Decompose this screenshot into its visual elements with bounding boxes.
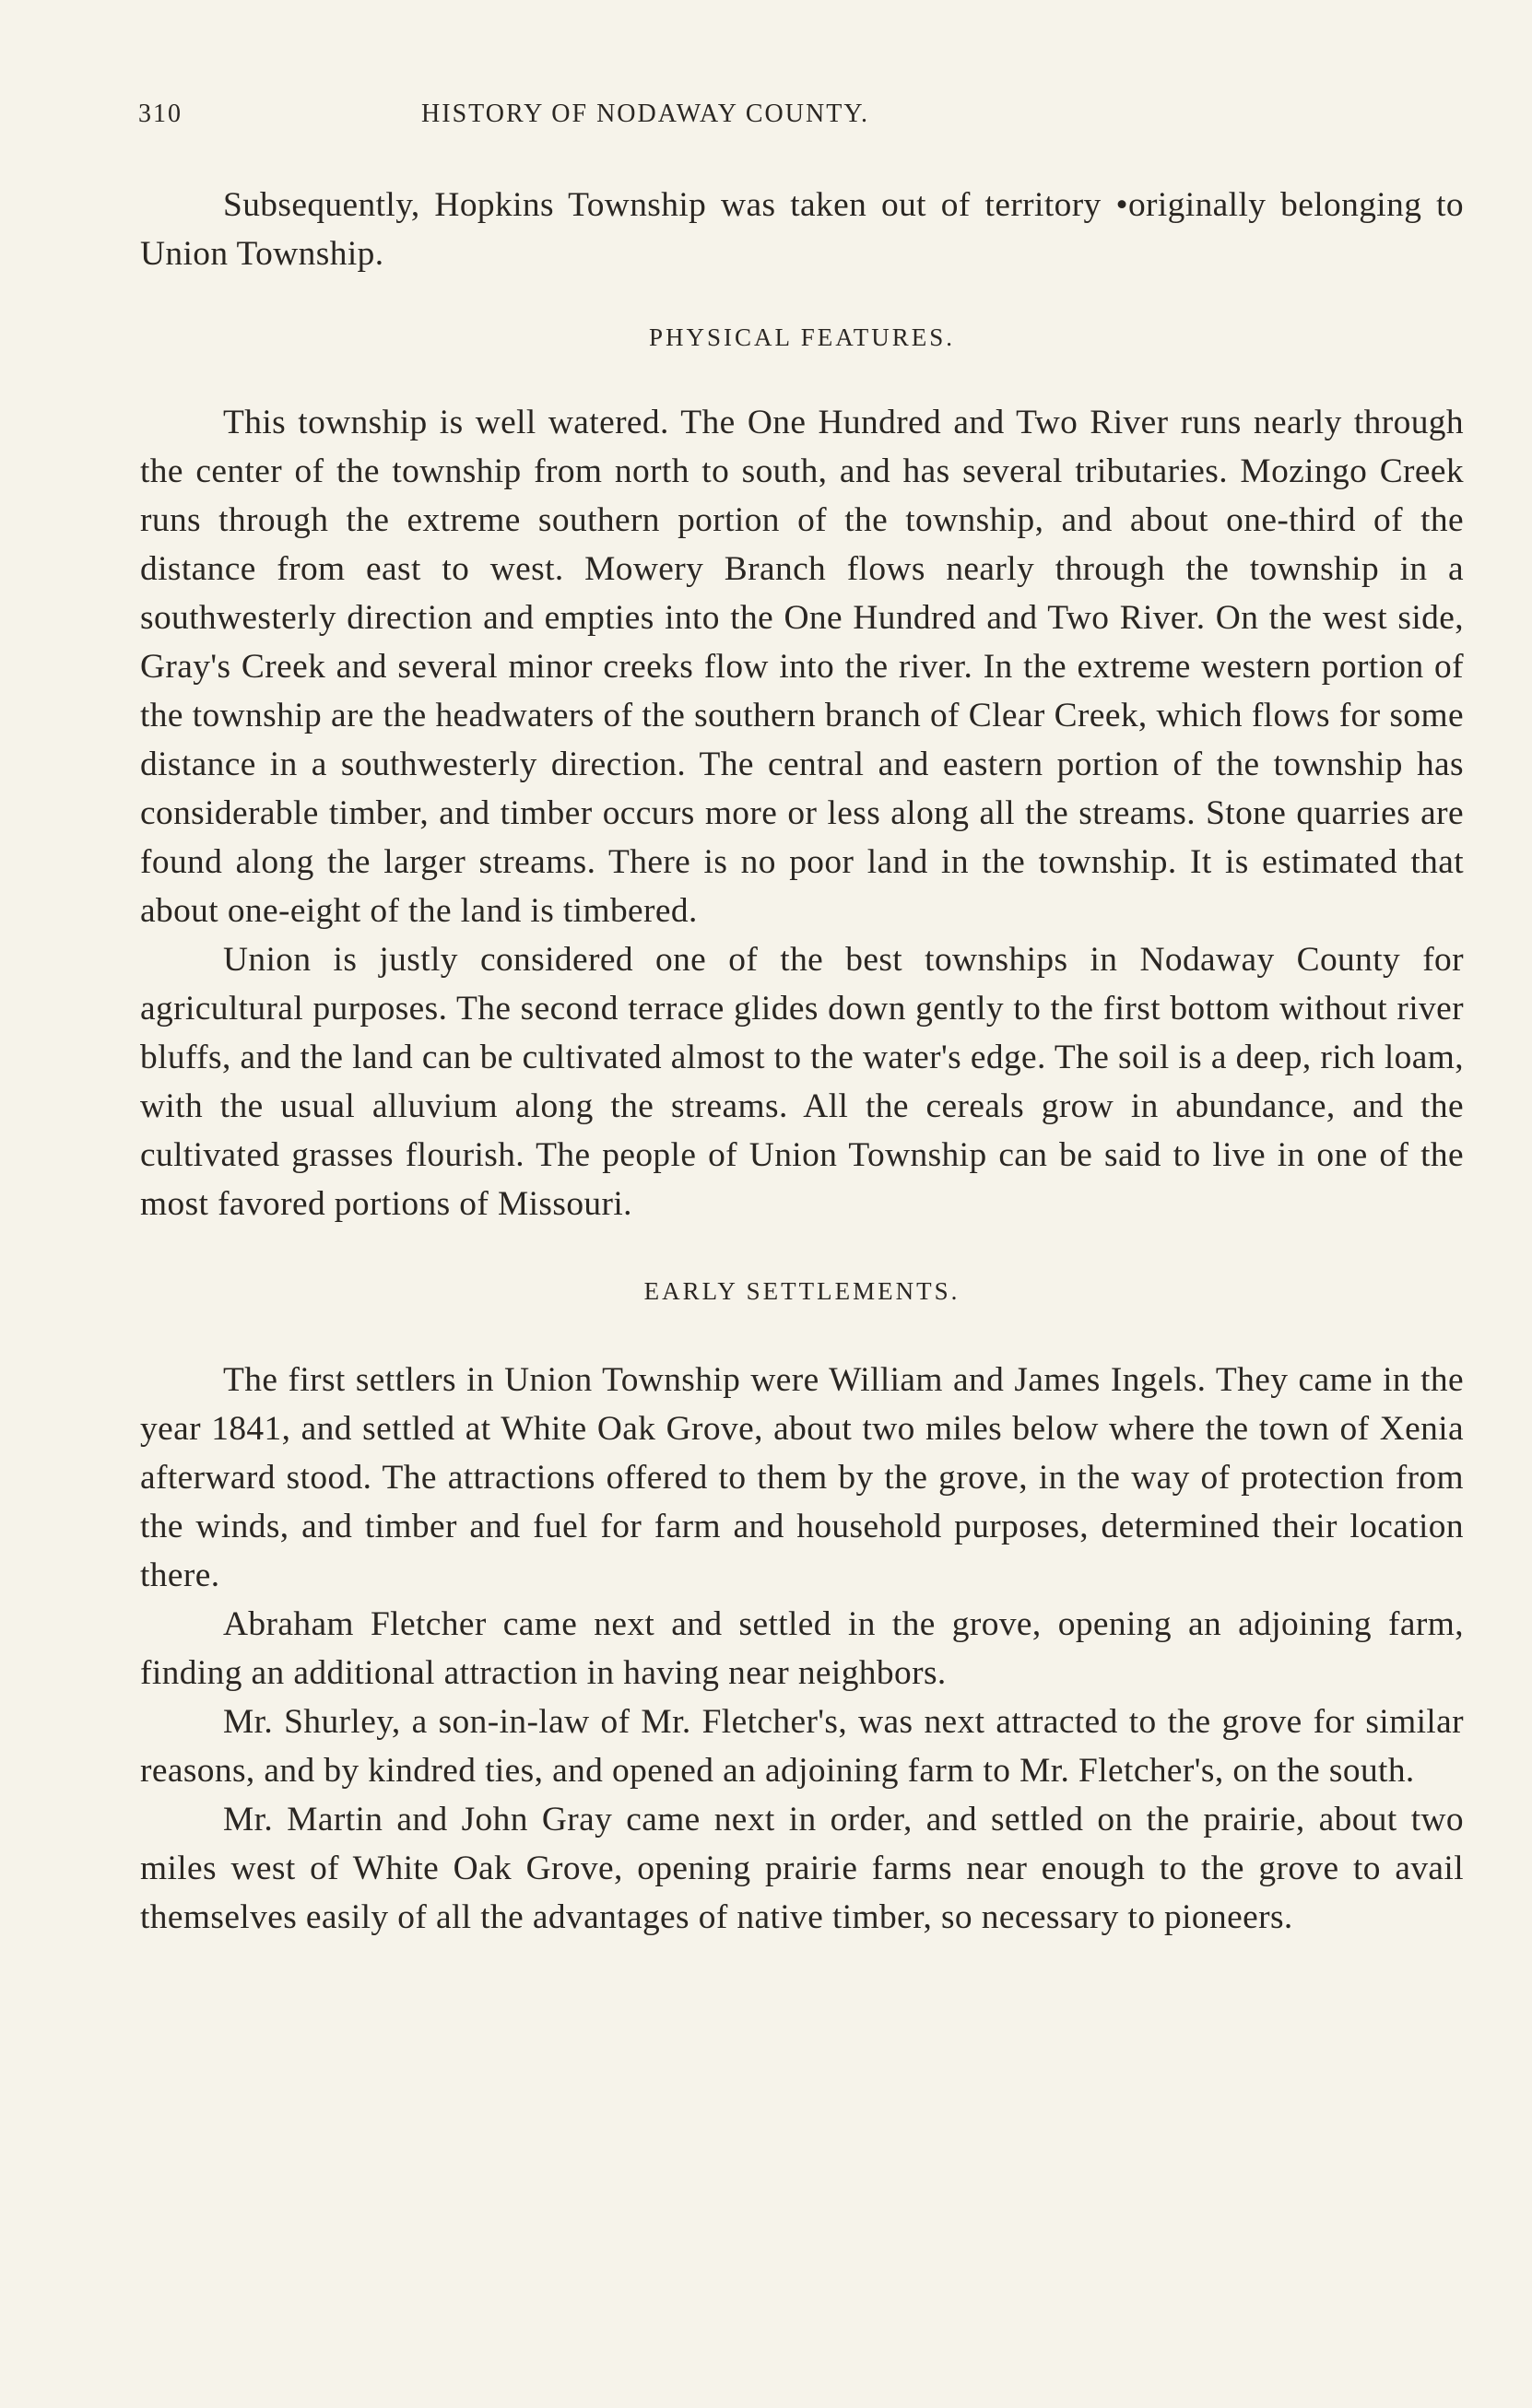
paragraph-settlements-3: Mr. Shurley, a son-in-law of Mr. Fletcher's, was next attracted to the grove for similar reasons, and by kindred ties, and opened an adjoining farm to Mr. Fletcher's, on the south. [140, 1703, 1464, 1790]
page-number: 310 [138, 100, 183, 128]
paragraph-physical-1: This township is well watered. The One Hundred and Two River runs nearly through the center of the township from north to south, and has several tributaries. Mozingo Creek runs through the extreme southern portion of the township, and about one-third of the distance from east to west. Mowery Branch flows nearly through the township in a southwesterly direction and empties into the One Hundred and Two River. On the west side, Gray's Creek and several minor creeks flow into the river. In the extreme western portion of the township are the headwaters of the southern branch of Clear Creek, which flows for some distance in a southwesterly direction. The central and eastern portion of the township has considerable timber, and timber occurs more or less along all the streams. Stone quarries are found along the larger streams. There is no poor land in the township. It is estimated that about one-eight of the land is timbered. [140, 404, 1464, 930]
paragraph-settlements-4: Mr. Martin and John Gray came next in order, and settled on the prairie, about two miles west of White Oak Grove, opening prairie farms near enough to the grove to avail themselves easily of all the advantages of native timber, so necessary to pioneers. [140, 1801, 1464, 1936]
paragraph-physical-2: Union is justly considered one of the best townships in Nodaway County for agricultural purposes. The second terrace glides down gently to the first bottom without river bluffs, and the land can be cultivated almost to the water's edge. The soil is a deep, rich loam, with the usual alluvium along the streams. All the cereals grow in abundance, and the cultivated grasses flourish. The people of Union Township can be said to live in one of the most favored portions of Missouri. [140, 941, 1464, 1223]
paragraph-settlements-1: The first settlers in Union Township were William and James Ingels. They came in the year 1841, and settled at White Oak Grove, about two miles below where the town of Xenia afterward stood. The attractions offered to them by the grove, in the way of protection from the winds, and timber and fuel for farm and household purposes, determined their location there. [140, 1361, 1464, 1594]
body-text [140, 181, 1464, 1942]
section-heading-physical-features: PHYSICAL FEATURES. [648, 323, 956, 351]
paragraph-intro: Subsequently, Hopkins Township was taken out of territory •originally belonging to Union Township. [140, 186, 1464, 273]
page-header [138, 100, 1115, 136]
running-head: HISTORY OF NODAWAY COUNTY. [421, 100, 869, 128]
section-heading-early-settlements: EARLY SETTLEMENTS. [643, 1277, 960, 1305]
paragraph-settlements-2: Abraham Fletcher came next and settled in the grove, opening an adjoining farm, finding an additional attraction in having near neighbors. [140, 1605, 1464, 1692]
